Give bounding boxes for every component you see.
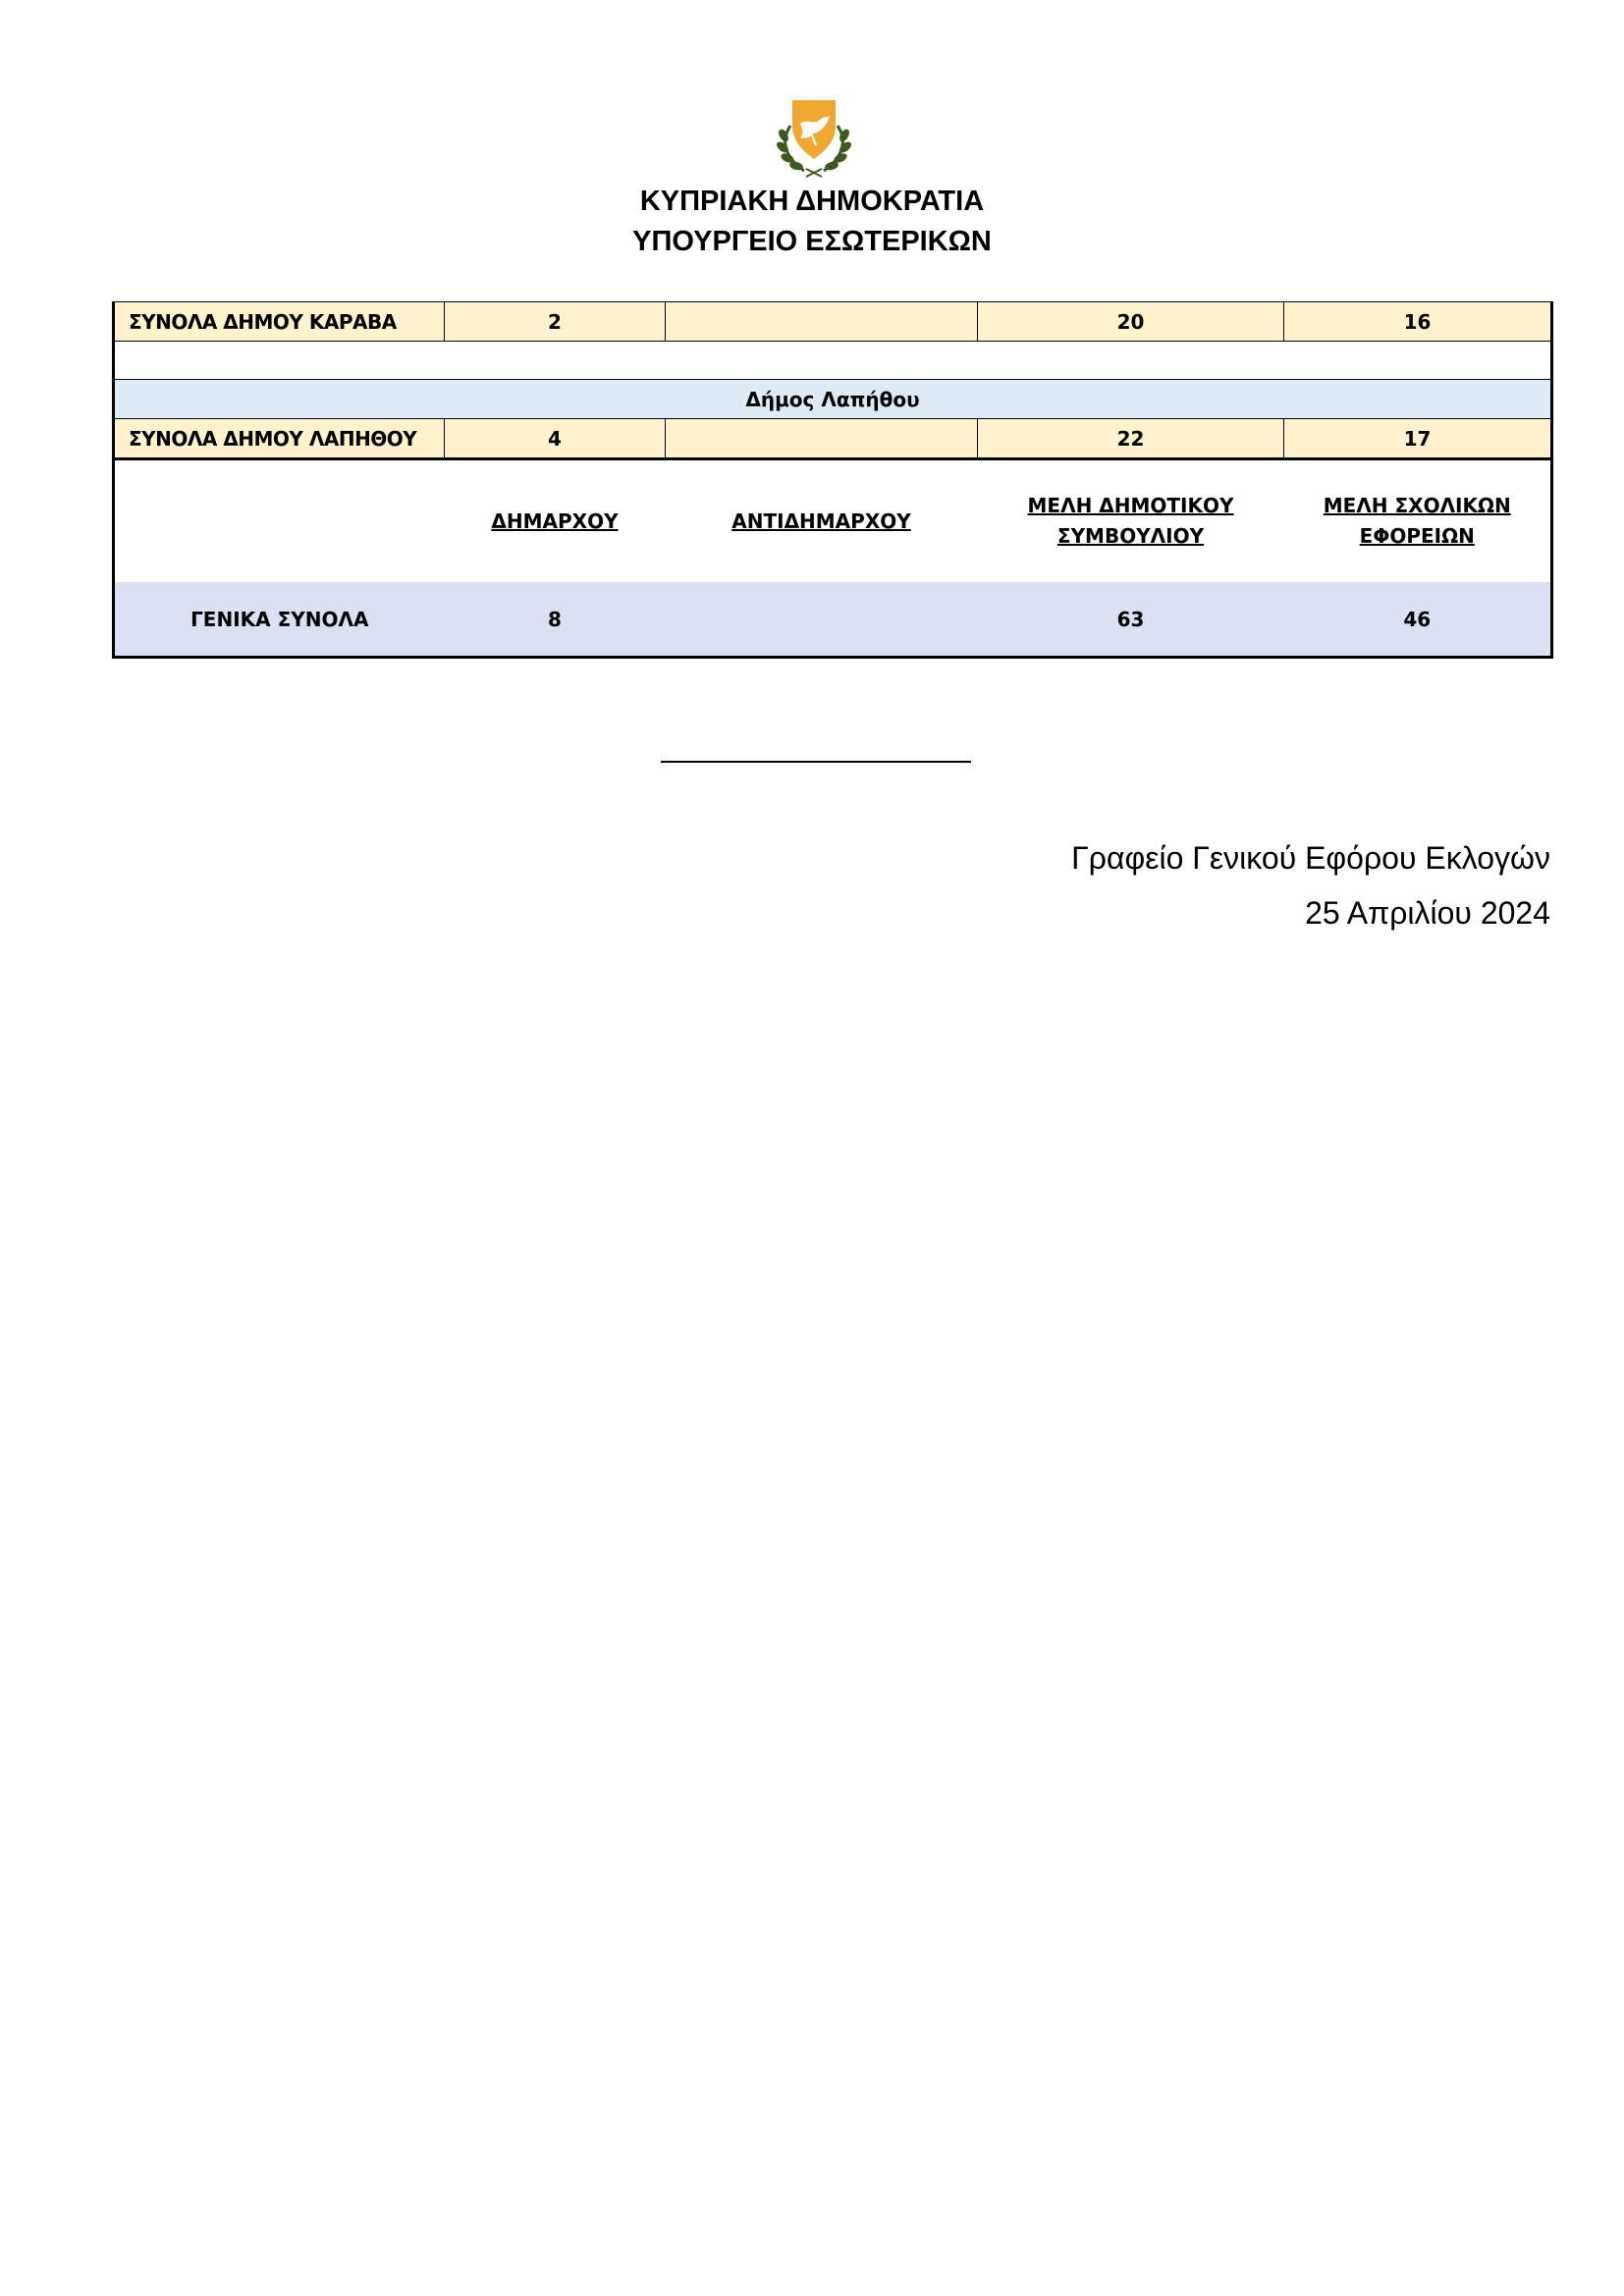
cyprus-coat-of-arms-icon bbox=[771, 96, 857, 179]
empty-cell bbox=[114, 342, 1552, 380]
karava-mayor: 2 bbox=[445, 302, 666, 342]
lapithos-totals-row bbox=[114, 419, 1552, 459]
header-republic: ΚΥΠΡΙΑΚΗ ΔΗΜΟΚΡΑΤΙΑ bbox=[639, 186, 985, 217]
col-header-deputy: ΑΝΤΙΔΗΜΑΡΧΟΥ bbox=[666, 459, 978, 583]
lapithos-council: 22 bbox=[978, 419, 1284, 459]
column-header-row bbox=[114, 459, 1552, 583]
grand-mayor: 8 bbox=[445, 582, 666, 658]
municipality-row bbox=[114, 380, 1552, 419]
header-blank bbox=[114, 459, 445, 583]
municipality-lapithos: Δήμος Λαπήθου bbox=[114, 380, 1552, 419]
grand-totals-row bbox=[114, 582, 1552, 658]
lapithos-school: 17 bbox=[1284, 419, 1552, 459]
grand-school: 46 bbox=[1284, 582, 1552, 658]
col-header-mayor: ΔΗΜΑΡΧΟΥ bbox=[445, 459, 666, 583]
col-header-school: ΜΕΛΗ ΣΧΟΛΙΚΩΝ ΕΦΟΡΕΙΩΝ bbox=[1284, 459, 1552, 583]
grand-deputy bbox=[666, 582, 978, 658]
karava-totals-row bbox=[114, 302, 1552, 342]
footer-office: Γραφείο Γενικού Εφόρου Εκλογών bbox=[1071, 840, 1550, 876]
empty-row bbox=[114, 342, 1552, 380]
results-table bbox=[112, 301, 1553, 659]
lapithos-deputy bbox=[666, 419, 978, 459]
footer-date: 25 Απριλίου 2024 bbox=[1305, 895, 1550, 931]
grand-council: 63 bbox=[978, 582, 1284, 658]
grand-totals-label: ΓΕΝΙΚΑ ΣΥΝΟΛΑ bbox=[114, 582, 445, 658]
lapithos-mayor: 4 bbox=[445, 419, 666, 459]
header-ministry: ΥΠΟΥΡΓΕΙΟ ΕΣΩΤΕΡΙΚΩΝ bbox=[632, 226, 992, 257]
karava-deputy bbox=[666, 302, 978, 342]
document-header bbox=[0, 182, 1624, 262]
separator-line bbox=[661, 761, 971, 763]
col-header-council: ΜΕΛΗ ΔΗΜΟΤΙΚΟΥ ΣΥΜΒΟΥΛΙΟΥ bbox=[978, 459, 1284, 583]
karava-council: 20 bbox=[978, 302, 1284, 342]
lapithos-totals-label: ΣΥΝΟΛΑ ΔΗΜΟΥ ΛΑΠΗΘΟΥ bbox=[114, 419, 445, 459]
karava-totals-label: ΣΥΝΟΛΑ ΔΗΜΟΥ ΚΑΡΑΒΑ bbox=[114, 302, 445, 342]
karava-school: 16 bbox=[1284, 302, 1552, 342]
